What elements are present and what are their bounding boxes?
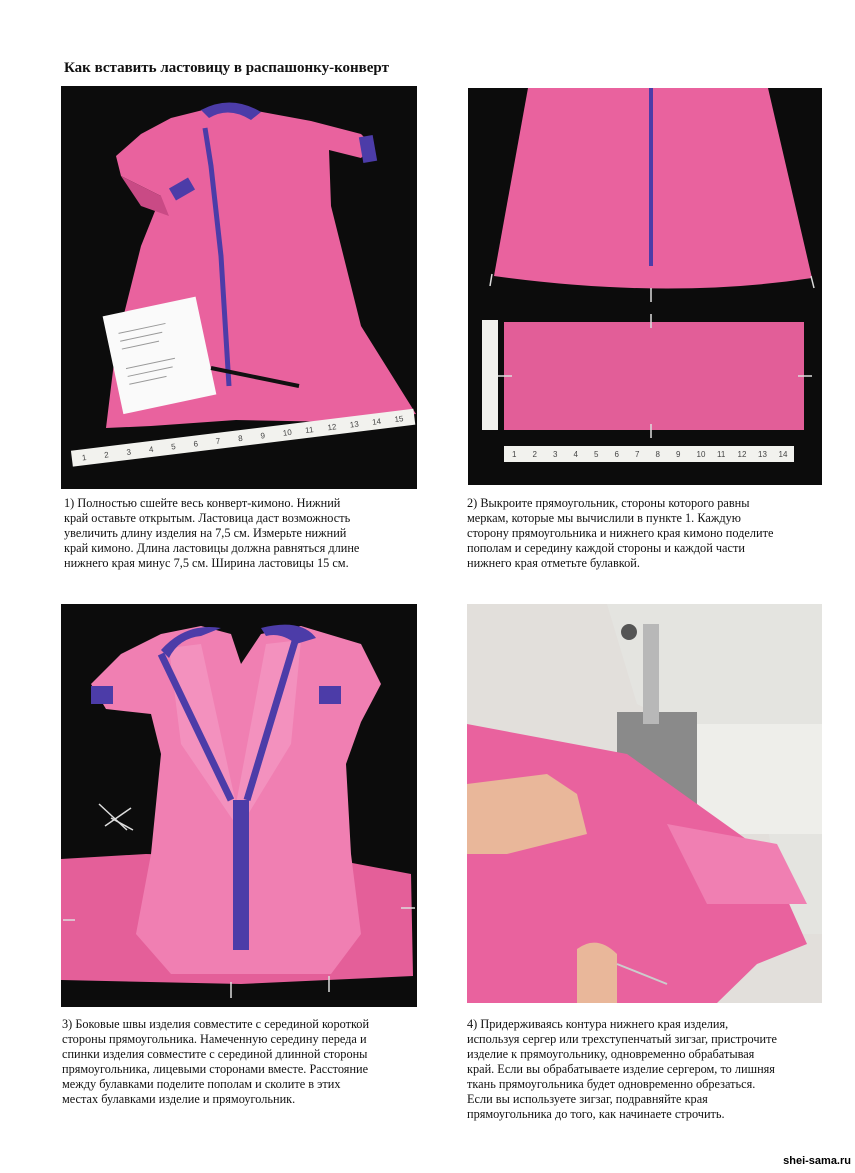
- caption-step-2: [467, 496, 825, 571]
- caption-line: край кимоно. Длина ластовицы должна равняться длине: [64, 541, 360, 555]
- caption-line: Если вы используете зигзаг, подравняйте края: [467, 1092, 708, 1106]
- ruler-number: 14: [778, 450, 788, 459]
- ruler-vertical: [482, 320, 498, 430]
- caption-line: край. Если вы обрабатываете изделие сергером, то лишняя: [467, 1062, 775, 1076]
- ruler-number: 5: [594, 450, 599, 459]
- photo-step-4: [467, 604, 822, 1003]
- ruler-number: 10: [282, 427, 293, 438]
- ruler-number: 10: [696, 450, 706, 459]
- ruler-number: 11: [717, 450, 726, 459]
- caption-line: увеличить длину изделия на 7,5 см. Измерьте нижний: [64, 526, 347, 540]
- ruler-number: 9: [676, 450, 681, 459]
- ruler-number: 8: [237, 433, 244, 444]
- ruler-number: 13: [758, 450, 767, 459]
- ruler-number: 5: [170, 442, 177, 452]
- ruler-number: 4: [573, 450, 578, 459]
- ruler: [504, 446, 794, 462]
- caption-line: 4) Придерживаясь контура нижнего края изделия,: [467, 1017, 729, 1031]
- caption-line: прямоугольника до того, как начинаете строчить.: [467, 1107, 725, 1121]
- ruler-number: 3: [553, 450, 558, 459]
- caption-line: изделие к прямоугольнику, одновременно обрабатывая: [467, 1047, 755, 1061]
- caption-line: пополам и середину каждой стороны и каждой части: [467, 541, 745, 555]
- ruler-number: 7: [635, 450, 640, 459]
- sleeve-cuff-left: [91, 686, 113, 704]
- ruler-number: 6: [193, 439, 199, 449]
- serger-illustration: [467, 604, 822, 1003]
- caption-line: меркам, которые мы вычислили в пункте 1. Каждую: [467, 511, 741, 525]
- caption-line: 1) Полностью сшейте весь конверт-кимоно. Нижний: [64, 496, 341, 510]
- note-card: [103, 297, 217, 415]
- zipper-front: [233, 800, 249, 950]
- caption-line: стороны прямоугольника. Намеченную середину переда и: [62, 1032, 367, 1046]
- ruler-number: 12: [737, 450, 747, 459]
- sleeve-cuff-right: [359, 135, 377, 163]
- photo-step-1: [61, 86, 417, 489]
- caption-line: сторону прямоугольника и нижнего края кимоно поделите: [467, 526, 774, 540]
- caption-line: 2) Выкроите прямоугольник, стороны которого равны: [467, 496, 750, 510]
- photo-step-2: [468, 88, 822, 485]
- page-title: Как вставить ластовицу в распашонку-конверт: [64, 60, 389, 76]
- ruler-number: 9: [259, 431, 266, 441]
- caption-line: между булавками поделите пополам и сколите в этих: [62, 1077, 341, 1091]
- ruler-number: 13: [349, 419, 360, 430]
- caption-step-4: [467, 1017, 829, 1122]
- caption-line: местах булавками изделие и прямоугольник.: [62, 1092, 296, 1106]
- ruler-number: 12: [326, 422, 337, 433]
- sleeve-cuff-right: [319, 686, 341, 704]
- fingertip: [577, 943, 617, 1003]
- ruler-number: 11: [304, 425, 315, 436]
- pinned-kimono-illustration: [61, 604, 417, 1007]
- tension-knob: [621, 624, 637, 640]
- ruler-number: 14: [371, 416, 382, 427]
- gusset-layout-illustration: [468, 88, 822, 485]
- caption-line: нижнего края минус 7,5 см. Ширина ластовицы 15 см.: [64, 556, 349, 570]
- ruler-number: 7: [215, 436, 221, 447]
- caption-line: край оставьте открытым. Ластовица даст возможность: [64, 511, 351, 525]
- ruler-number: 2: [532, 450, 537, 459]
- caption-line: ткань прямоугольника будет одновременно обрезаться.: [467, 1077, 756, 1091]
- ruler-number: 1: [512, 450, 517, 459]
- caption-line: нижнего края отметьте булавкой.: [467, 556, 640, 570]
- ruler-number: 2: [103, 450, 110, 460]
- caption-line: используя сергер или трехступенчатый зигзаг, пристрочите: [467, 1032, 777, 1046]
- caption-line: спинки изделия совместите с серединой длинной стороны: [62, 1047, 368, 1061]
- ruler-number: 8: [655, 450, 660, 459]
- photo-step-3: [61, 604, 417, 1007]
- ruler-number: 6: [614, 450, 619, 459]
- caption-step-1: [64, 496, 409, 571]
- ruler-number: 1: [81, 453, 87, 463]
- gusset-rectangle: [504, 322, 804, 430]
- caption-line: 3) Боковые швы изделия совместите с серединой короткой: [62, 1017, 370, 1031]
- kimono-illustration: [61, 86, 417, 489]
- caption-step-3: [62, 1017, 420, 1107]
- ruler-number: 15: [393, 414, 404, 425]
- ruler-number: 4: [148, 444, 154, 455]
- site-watermark[interactable]: shei-sama.ru: [783, 1155, 851, 1167]
- ruler-number: 3: [126, 447, 132, 458]
- caption-line: прямоугольника, лицевыми сторонами вместе. Расстояние: [62, 1062, 369, 1076]
- needle-bar: [643, 624, 659, 724]
